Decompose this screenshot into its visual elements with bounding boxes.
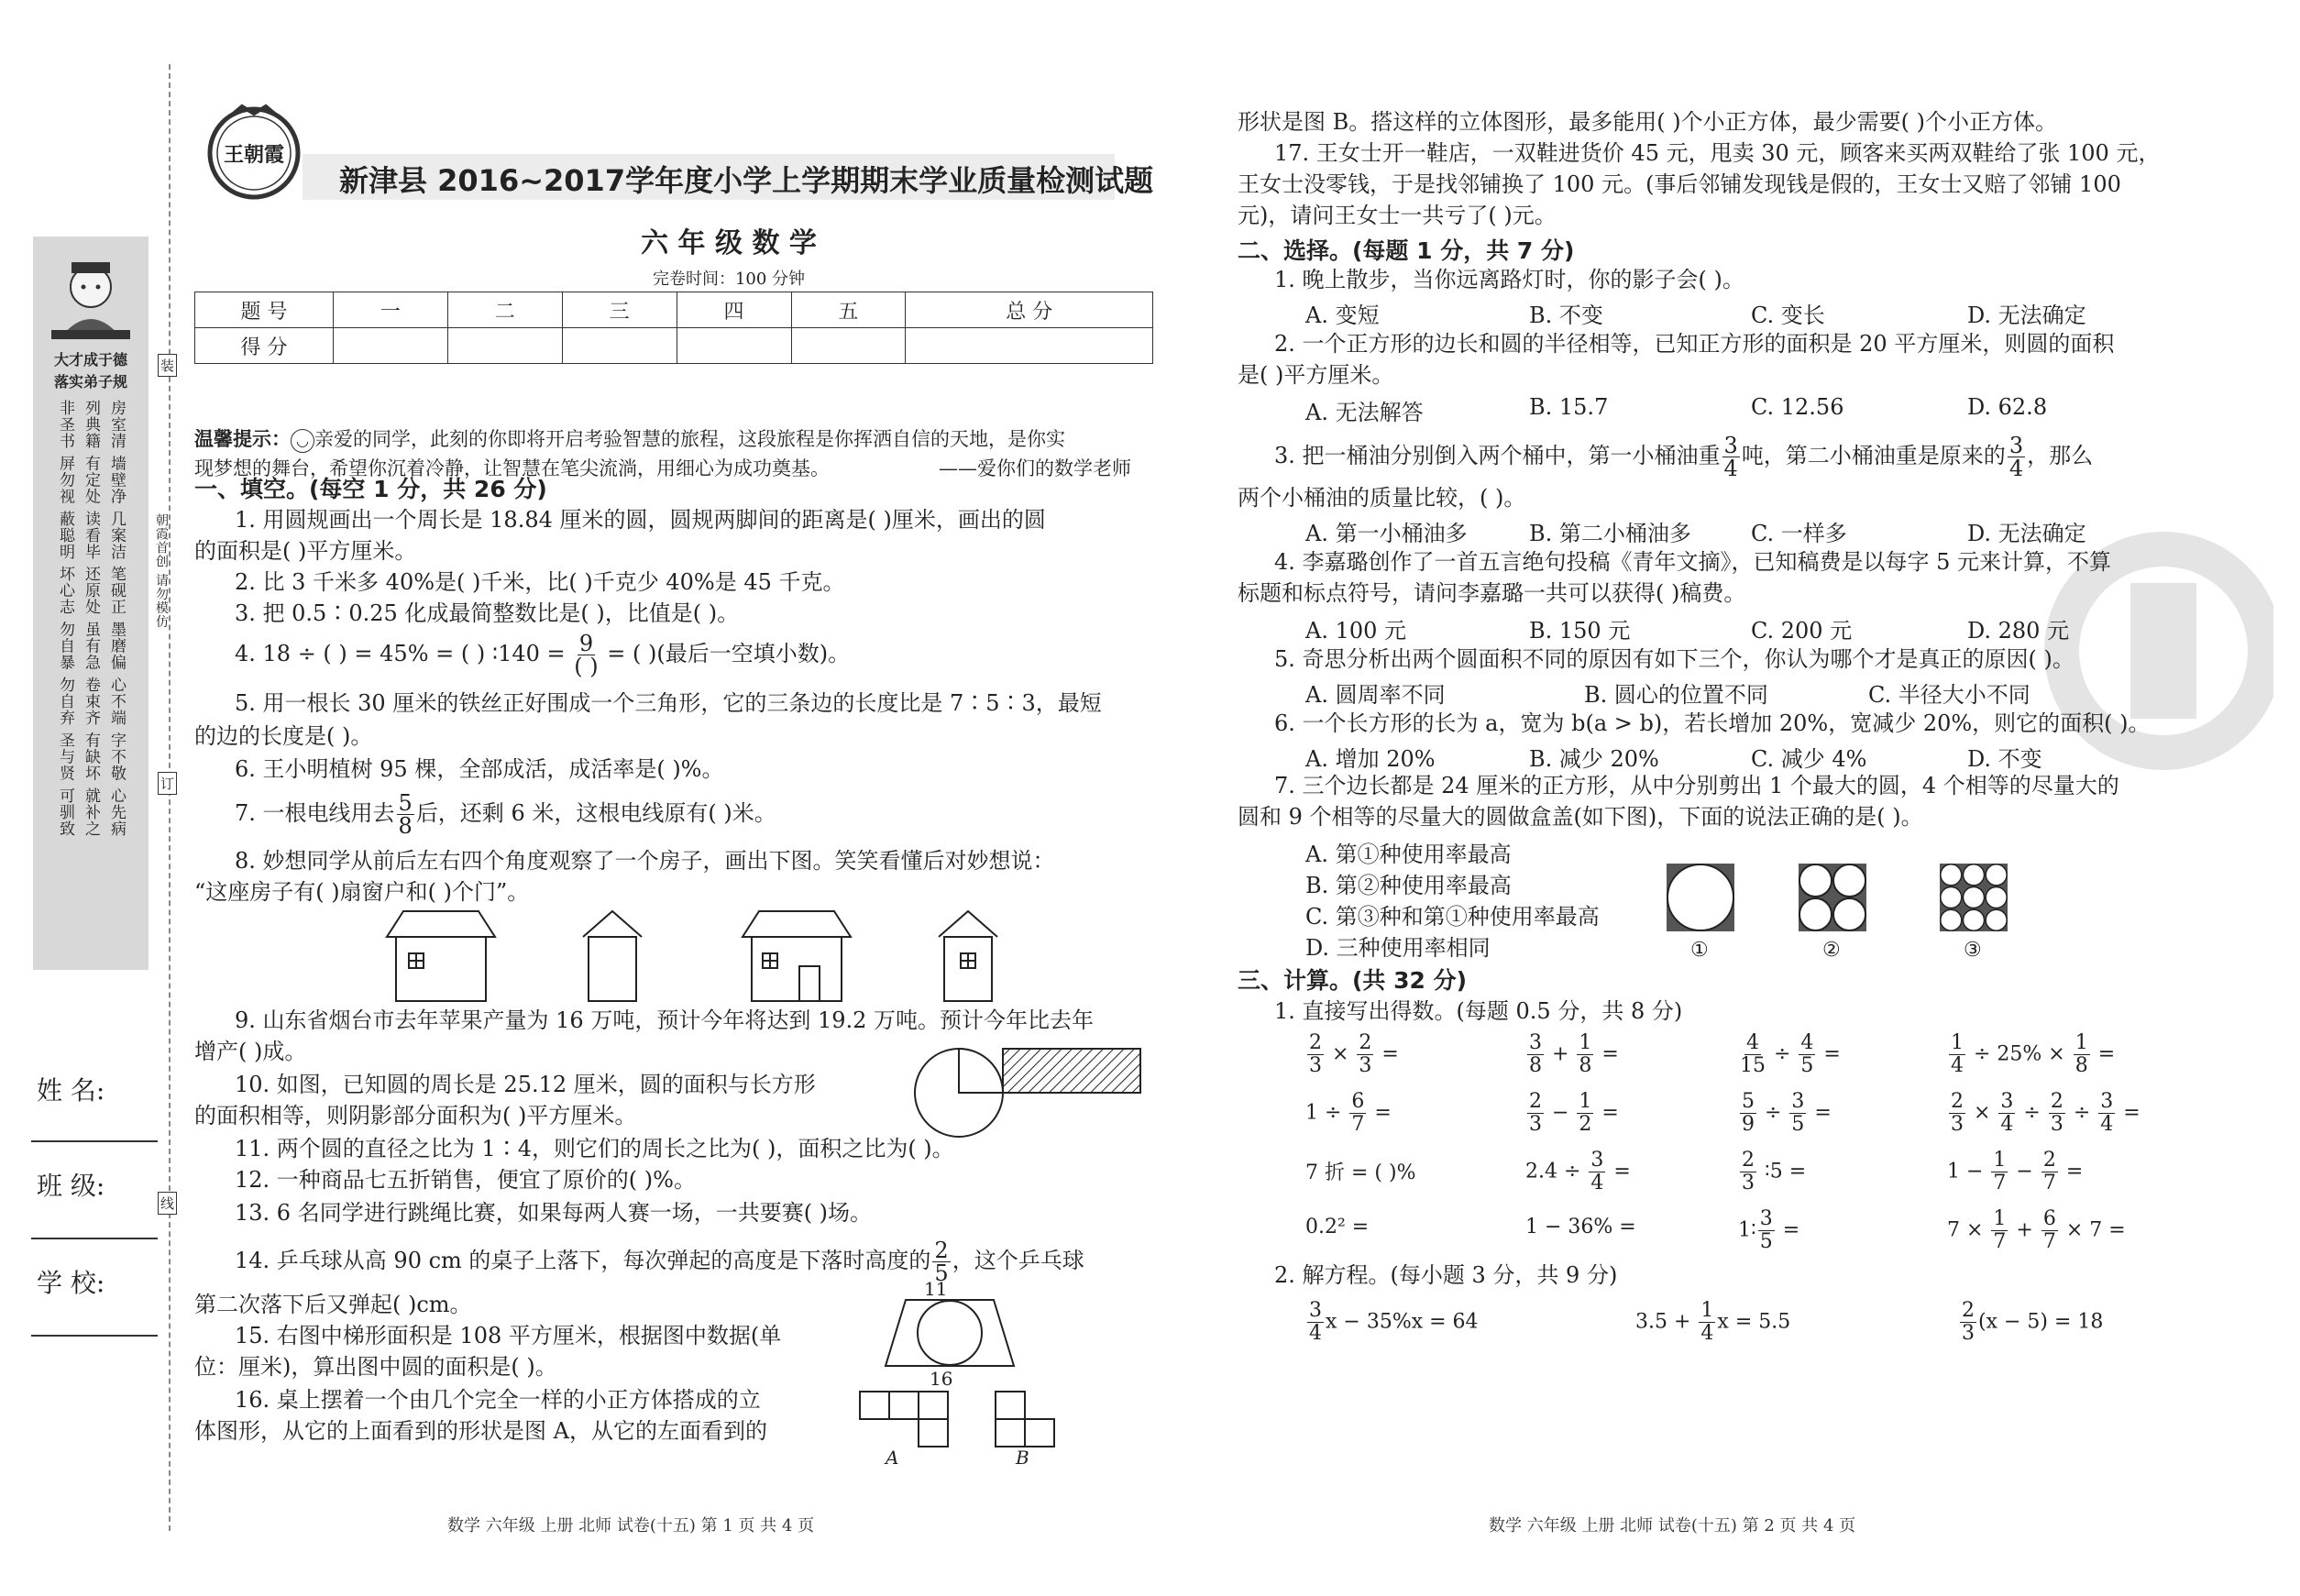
choice-q3a: 3. 把一桶油分别倒入两个桶中，第一小桶油重: [1274, 443, 1721, 468]
school-label: 学 校:: [37, 1268, 105, 1298]
calc-r1c1: $\frac{2}{3}$ × $\frac{2}{3}$ =: [1309, 1031, 1399, 1077]
fill-q16c: 形状是图 B。搭这样的立体图形，最多能用( )个小正方体，最少需要( )个小正方体。: [1238, 109, 2057, 135]
choice-q5-option-b[interactable]: B. 圆心的位置不同: [1584, 682, 1768, 708]
section-1-title: 一、填空。(每空 1 分，共 26 分): [194, 476, 547, 502]
view-a-shape: [860, 1392, 948, 1447]
choice-q5: 5. 奇思分析出两个圆面积不同的原因有如下三个，你认为哪个才是真正的原因( )。: [1274, 646, 2074, 672]
choice-q7-option-b[interactable]: B. 第②种使用率最高: [1305, 873, 1512, 898]
house-view-front: [387, 911, 495, 1001]
fill-q14: [235, 1239, 1084, 1284]
copyright-notice: 朝霞首创 请勿模仿: [154, 513, 169, 629]
score-header-cell: 三: [562, 292, 677, 328]
fill-q12: 12. 一种商品七五折销售，便宜了原价的( )%。: [235, 1167, 696, 1193]
equation-2-text-b: x = 5.5: [1717, 1310, 1791, 1334]
calc-r2c2: $\frac{2}{3}$ − $\frac{1}{2}$ =: [1529, 1090, 1619, 1136]
choice-q7b: 圆和 9 个相等的尽量大的圆做盒盖(如下图)，下面的说法正确的是( )。: [1238, 804, 1923, 830]
choice-q7-option-d[interactable]: D. 三种使用率相同: [1305, 935, 1491, 961]
calc-r4c3: 1∶ $\frac{3}{5}$ =: [1738, 1207, 1800, 1253]
calc-sub1-title: 1. 直接写出得数。(每题 0.5 分，共 8 分): [1274, 998, 1683, 1024]
class-label: 班 级:: [37, 1171, 105, 1201]
section-3-title: 三、计算。(共 32 分): [1238, 967, 1468, 994]
choice-q2-option-b[interactable]: B. 15.7: [1529, 394, 1609, 420]
lid-label-1: ①: [1690, 939, 1709, 962]
score-header-cell: 题 号: [195, 292, 334, 328]
calc-r4c4: 7 × $\frac{1}{7}$ + $\frac{6}{7}$ × 7 =: [1947, 1207, 2126, 1253]
choice-q1-option-c[interactable]: C. 变长: [1751, 303, 1825, 328]
choice-q1: 1. 晚上散步，当你远离路灯时，你的影子会( )。: [1274, 267, 1744, 292]
fraction-numerator: 3: [1723, 433, 1738, 458]
scholar-illustration: [33, 246, 149, 347]
choice-q5-option-a[interactable]: A. 圆周率不同: [1305, 682, 1446, 708]
equation-3: $\frac{2}{3}$ (x − 5) = 18: [1962, 1299, 2104, 1345]
fraction-numerator: 5: [398, 790, 413, 816]
score-row-label: 得 分: [195, 328, 334, 364]
lid-label-3: ③: [1964, 939, 1982, 962]
score-cell[interactable]: [906, 328, 1153, 364]
choice-q6-option-d[interactable]: D. 不变: [1967, 746, 2042, 772]
choice-q6-option-b[interactable]: B. 减少 20%: [1529, 746, 1659, 772]
fill-q14b: ，这个乒乓球: [952, 1248, 1084, 1273]
score-cell[interactable]: [677, 328, 791, 364]
fill-q5b: 的边的长度是( )。: [194, 723, 373, 749]
fill-q8a: 8. 妙想同学从前后左右四个角度观察了一个房子，画出下图。笑笑看懂后对妙想说：: [235, 848, 1055, 874]
score-table-score-row: [195, 328, 1153, 364]
choice-q6: 6. 一个长方形的长为 a，宽为 b(a > b)，若长增加 20%，宽减少 20%，则它的面积( )。: [1274, 710, 2151, 736]
score-cell[interactable]: [334, 328, 448, 364]
reminder-signature: ——爱你们的数学老师: [939, 457, 1131, 479]
trapezoid-bottom-label: 16: [930, 1368, 953, 1390]
calc-r1c4: $\frac{1}{4}$ ÷ 25% × $\frac{1}{8}$ =: [1951, 1031, 2116, 1077]
score-cell[interactable]: [562, 328, 677, 364]
subject-title: 六 年 级 数 学: [641, 227, 817, 259]
house-view-back: [743, 911, 851, 1001]
fill-q13: 13. 6 名同学进行跳绳比赛，如果每两人赛一场，一共要赛( )场。: [235, 1200, 873, 1226]
calc-r1c2: $\frac{3}{8}$ + $\frac{1}{8}$ =: [1529, 1031, 1619, 1077]
equation-1-text: x − 35%x = 64: [1326, 1310, 1479, 1334]
trapezoid-top-label: 11: [924, 1278, 948, 1300]
fraction-numerator: 2: [934, 1238, 949, 1263]
house-view-side-2: [939, 911, 997, 1001]
fraction: [397, 792, 414, 837]
lid-label-2: ②: [1822, 939, 1841, 962]
choice-q7a: 7. 三个边长都是 24 厘米的正方形，从中分别剪出 1 个最大的圆，4 个相等的尽量大的: [1274, 773, 2119, 798]
calc-r3c3: $\frac{2}{3}$ ∶5 =: [1742, 1149, 1807, 1194]
class-field[interactable]: [31, 1238, 158, 1239]
motto-column-1: 非圣书 屏勿视 蔽聪明 坏心志 勿自暴 勿自弃 圣与贤 可驯致: [56, 400, 74, 837]
choice-q4-option-d[interactable]: D. 280 元: [1967, 618, 2070, 644]
calc-r2c1: 1 ÷ $\frac{6}{7}$ =: [1305, 1090, 1392, 1136]
fraction-numerator: 3: [2008, 433, 2024, 458]
fill-q9b: 增产( )成。: [194, 1039, 307, 1064]
section-2-title: 二、选择。(每题 1 分，共 7 分): [1238, 237, 1575, 264]
view-b-shape: [996, 1392, 1054, 1447]
trapezoid-figure: [876, 1289, 1023, 1373]
reminder-line2: 现梦想的舞台，希望你沉着冷静，让智慧在笔尖流淌，用细心为成功奠基。: [194, 457, 830, 479]
choice-q2-option-a[interactable]: A. 无法解答: [1305, 400, 1424, 425]
choice-q2b: 是( )平方厘米。: [1238, 362, 1394, 388]
choice-q3-option-c[interactable]: C. 一样多: [1751, 521, 1847, 546]
fill-q15b: 位：厘米)，算出图中圆的面积是( )。: [194, 1354, 557, 1380]
fraction: [1722, 435, 1740, 479]
fill-q9a: 9. 山东省烟台市去年苹果产量为 16 万吨，预计今年将达到 19.2 万吨。预计今年比去年: [235, 1007, 1095, 1033]
fraction-denominator: 5: [934, 1260, 949, 1286]
choice-q6-option-c[interactable]: C. 减少 4%: [1751, 746, 1867, 772]
choice-q3c: ，那么: [2027, 443, 2094, 468]
sidebar-banner: [33, 237, 149, 970]
view-a-label: A: [886, 1447, 899, 1469]
house-view-side-1: [583, 911, 642, 1001]
score-header-cell: 二: [447, 292, 562, 328]
choice-q6-option-a[interactable]: A. 增加 20%: [1305, 746, 1436, 772]
logo-name: 王朝霞: [223, 143, 284, 167]
calc-r3c1: 7 折 = ( )%: [1305, 1161, 1416, 1184]
fraction-denominator: 4: [1723, 456, 1738, 481]
choice-q1-option-b[interactable]: B. 不变: [1529, 303, 1603, 328]
fill-q4: [235, 633, 850, 677]
footer-right: 数学 六年级 上册 北师 试卷(十五) 第 2 页 共 4 页: [1489, 1516, 1856, 1535]
calc-r1c3: $\frac{4}{15}$ ÷ $\frac{4}{5}$ =: [1740, 1031, 1841, 1077]
choice-q7-option-c[interactable]: C. 第③种和第①种使用率最高: [1305, 904, 1600, 930]
smiley-icon: ◡: [291, 429, 314, 453]
choice-q1-option-a[interactable]: A. 变短: [1305, 303, 1380, 328]
fill-q2: 2. 比 3 千米多 40%是( )千米，比( )千克少 40%是 45 千克。: [235, 569, 845, 595]
fill-q6: 6. 王小明植树 95 棵，全部成活，成活率是( )%。: [235, 756, 724, 782]
motto-column-3: 房室清 墙壁净 几案洁 笔砚正 墨磨偏 心不端 字不敬 心先病: [107, 400, 126, 837]
choice-q3: [1274, 435, 2093, 479]
choice-q3b: 吨，第二小桶油重是原来的: [1741, 443, 2006, 468]
calc-r2c4: $\frac{2}{3}$ × $\frac{3}{4}$ ÷ $\frac{2}{3}$ ÷ $\frac{3}{4}$ =: [1951, 1090, 2140, 1136]
choice-q4-option-c[interactable]: C. 200 元: [1751, 618, 1853, 644]
score-header-cell: 总 分: [906, 292, 1153, 328]
choice-q7-option-a[interactable]: A. 第①种使用率最高: [1305, 842, 1512, 867]
fill-q11: 11. 两个圆的直径之比为 1∶4，则它们的周长之比为( )，面积之比为( )。: [235, 1136, 954, 1161]
choice-q4a: 4. 李嘉璐创作了一首五言绝句投稿《青年文摘》，已知稿费是以每字 5 元来计算，不算: [1274, 549, 2112, 575]
fill-q17a: 17. 王女士开一鞋店，一双鞋进货价 45 元，甩卖 30 元，顾客来买两双鞋给了张 100 元，: [1274, 140, 2161, 166]
seal-mark-3: 线: [158, 1192, 177, 1215]
house-views-figure: [376, 908, 999, 1008]
choice-q4-option-b[interactable]: B. 150 元: [1529, 618, 1631, 644]
fraction: [574, 633, 598, 677]
reminder-label: 温馨提示：: [194, 428, 291, 450]
equation-2-text-a: 3.5 +: [1635, 1310, 1691, 1334]
fill-q4a: 4. 18 ÷ ( ) = 45% = ( ) ∶140 =: [235, 641, 566, 666]
score-header-cell: 四: [677, 292, 791, 328]
choice-q3-option-a[interactable]: A. 第一小桶油多: [1305, 521, 1468, 546]
equation-3-text: (x − 5) = 18: [1978, 1310, 2104, 1334]
score-table: [194, 292, 1153, 364]
fill-q17b: 王女士没零钱，于是找邻铺换了 100 元。(事后邻铺发现钱是假的，王女士又赔了邻铺 100: [1238, 171, 2121, 197]
name-label: 姓 名:: [37, 1075, 105, 1106]
fill-q4b: = ( )(最后一空填小数)。: [607, 641, 851, 666]
fraction-numerator: 9: [578, 631, 594, 656]
circle-rectangle-figure: [913, 1041, 1151, 1142]
sidebar-banner-line2: 落实弟子规: [53, 373, 127, 391]
calc-r2c3: $\frac{5}{9}$ ÷ $\frac{3}{5}$ =: [1742, 1090, 1832, 1136]
exam-title: 新津县 2016~2017学年度小学上学期期末学业质量检测试题: [339, 163, 1154, 198]
reminder: [194, 424, 1065, 455]
choice-q4-option-a[interactable]: A. 100 元: [1305, 618, 1407, 644]
school-field[interactable]: [31, 1335, 158, 1337]
fill-q14c: 第二次落下后又弹起( )cm。: [194, 1292, 472, 1317]
fill-q7: [235, 792, 776, 837]
fill-q10b: 的面积相等，则阴影部分面积为( )平方厘米。: [194, 1103, 637, 1128]
equation-1: $\frac{3}{4}$ x − 35%x = 64: [1309, 1299, 1479, 1345]
calc-r3c2-text: 2.4 ÷: [1525, 1160, 1581, 1183]
calc-sub2-title: 2. 解方程。(每小题 3 分，共 9 分): [1274, 1262, 1618, 1288]
fill-q7b: 后，还剩 6 米，这根电线原有( )米。: [415, 800, 776, 826]
fill-q14a: 14. 乒乓球从高 90 cm 的桌子上落下，每次弹起的高度是下落时高度的: [235, 1248, 931, 1273]
lid-design-2: [1799, 864, 1866, 931]
choice-q3-option-d[interactable]: D. 无法确定: [1967, 521, 2086, 546]
lid-designs-figure: [1665, 862, 2050, 935]
fill-q1b: 的面积是( )平方厘米。: [194, 538, 417, 564]
score-cell[interactable]: [791, 328, 906, 364]
fraction: [2008, 435, 2025, 479]
fill-q15a: 15. 右图中梯形面积是 108 平方厘米，根据图中数据(单: [235, 1323, 782, 1348]
sidebar-banner-line1: 大才成于德: [53, 351, 127, 369]
choice-q5-option-c[interactable]: C. 半径大小不同: [1868, 682, 2030, 708]
motto-column-2: 列典籍 有定处 读看毕 还原处 虽有急 卷束齐 有缺坏 就补之: [82, 400, 100, 837]
fill-q3: 3. 把 0.5∶0.25 化成最简整数比是( )，比值是( )。: [235, 600, 740, 626]
fill-q10a: 10. 如图，已知圆的周长是 25.12 厘米，圆的面积与长方形: [235, 1072, 816, 1097]
score-table-header-row: [195, 292, 1153, 328]
view-b-label: B: [1016, 1447, 1029, 1469]
score-cell[interactable]: [447, 328, 562, 364]
choice-q3-option-b[interactable]: B. 第二小桶油多: [1529, 521, 1691, 546]
fraction-denominator: ( ): [574, 654, 599, 679]
seal-mark-2: 订: [158, 772, 177, 795]
fill-q8b: “这座房子有( )扇窗户和( )个门”。: [194, 879, 530, 905]
fill-q17c: 元)，请问王女士一共亏了( )元。: [1238, 203, 1557, 228]
choice-q2a: 2. 一个正方形的边长和圆的半径相等，已知正方形的面积是 20 平方厘米，则圆的面积: [1274, 331, 2115, 357]
calc-r3c2: 2.4 ÷ $\frac{3}{4}$ =: [1525, 1149, 1631, 1194]
choice-q1-option-d[interactable]: D. 无法确定: [1967, 303, 2086, 328]
fraction-denominator: 8: [398, 813, 413, 839]
fill-q16a: 16. 桌上摆着一个由几个完全一样的小正方体搭成的立: [235, 1387, 761, 1413]
calc-r4c2: 1 − 36% =: [1525, 1216, 1636, 1238]
lid-design-3: [1940, 864, 2008, 931]
score-header-cell: 五: [791, 292, 906, 328]
fill-q7a: 7. 一根电线用去: [235, 800, 395, 826]
fill-q16b: 体图形，从它的上面看到的形状是图 A，从它的左面看到的: [194, 1418, 767, 1444]
choice-q2-option-c[interactable]: C. 12.56: [1751, 394, 1844, 420]
choice-q4b: 标题和标点符号，请问李嘉璐一共可以获得( )稿费。: [1238, 580, 1746, 606]
reminder-line1: 亲爱的同学，此刻的你即将开启考验智慧的旅程，这段旅程是你挥洒自信的天地，是你实: [314, 428, 1065, 450]
fraction-denominator: 4: [2008, 456, 2024, 481]
calc-r4c1: 0.2² =: [1305, 1216, 1370, 1238]
choice-q3d: 两个小桶油的质量比较，( )。: [1238, 485, 1526, 511]
fill-q5a: 5. 用一根长 30 厘米的铁丝正好围成一个三角形，它的三条边的长度比是 7∶5∶3，最短: [235, 690, 1102, 716]
fill-q1a: 1. 用圆规画出一个周长是 18.84 厘米的圆，圆规两脚间的距离是( )厘米，画出的圆: [235, 507, 1046, 533]
equation-2: 3.5 + $\frac{1}{4}$ x = 5.5: [1635, 1299, 1791, 1345]
name-field[interactable]: [31, 1140, 158, 1142]
lid-design-1: [1667, 864, 1734, 931]
seal-mark-1: 装: [158, 354, 177, 377]
score-header-cell: 一: [334, 292, 448, 328]
choice-q2-option-d[interactable]: D. 62.8: [1967, 394, 2048, 420]
footer-left: 数学 六年级 上册 北师 试卷(十五) 第 1 页 共 4 页: [447, 1516, 815, 1535]
calc-r3c4: 1 − $\frac{1}{7}$ − $\frac{2}{7}$ =: [1947, 1149, 2084, 1194]
exam-time: 完卷时间：100 分钟: [652, 270, 806, 289]
